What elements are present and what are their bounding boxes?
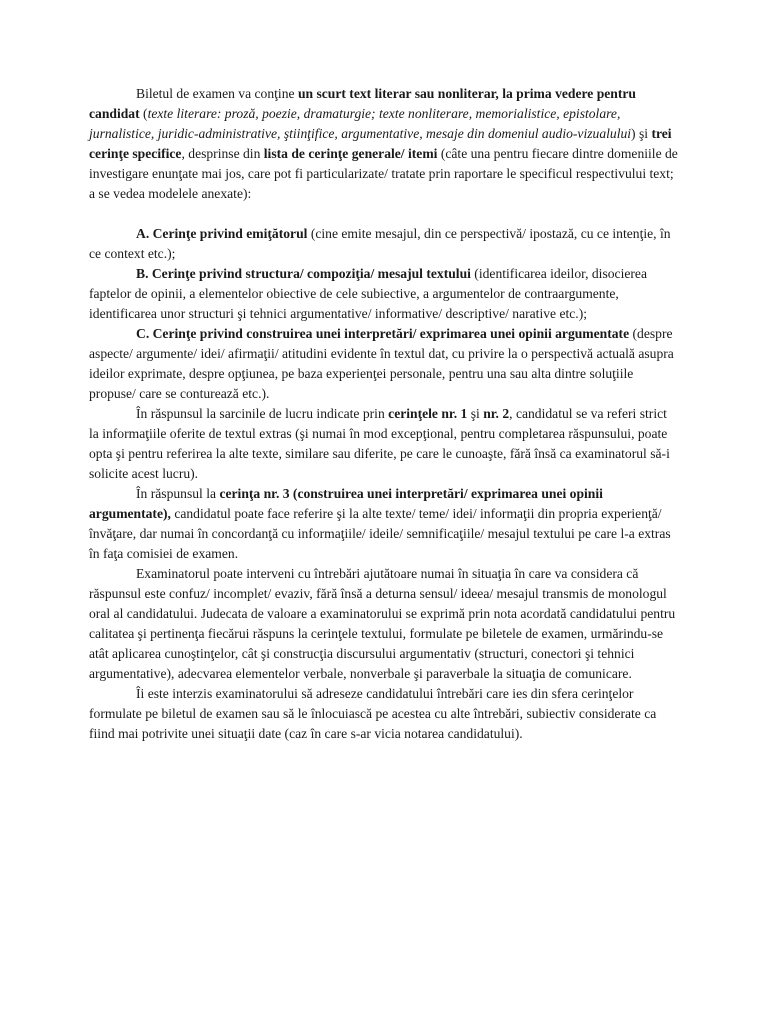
intro-text-5: (câte una pentru fiecare dintre domeniile de investigare enunţate mai jos, care pot fi particularizate/ tratate prin raportare le specificul respectivului text; a se vedea modelele anexate): — [89, 146, 678, 201]
document-body — [89, 84, 679, 744]
paragraph-spacer — [89, 204, 679, 224]
answer-3-text-1: În răspunsul la — [136, 486, 220, 501]
paragraph-intro — [89, 84, 679, 204]
requirement-c-heading: C. Cerinţe privind construirea unei interpretări/ exprimarea unei opinii argumentate — [136, 326, 630, 341]
requirement-b-heading: B. Cerinţe privind structura/ compoziţia/ mesajul textului — [136, 266, 471, 281]
answer-3-bold-req-3: cerinţa nr. 3 (construirea unei interpretări/ exprimarea unei opinii argumentate), — [89, 486, 603, 521]
paragraph-answer-req-1-2 — [89, 404, 679, 484]
intro-bold-requirements-list: lista de cerinţe generale/ itemi — [263, 146, 438, 161]
intro-text-2: ( — [139, 106, 148, 121]
examiner-prohibition-text: Îi este interzis examinatorului să adreseze candidatului întrebări care ies din sfera cerinţelor formulate pe biletul de examen sau să le înlocuiască pe acestea cu alte întrebări, subiectiv considerate ca fiind mai potrivite unei situaţii date (caz în care s-ar vicia notarea candidatului). — [89, 686, 657, 741]
paragraph-examiner-intervention — [89, 564, 679, 684]
requirement-b-text: (identificarea ideilor, disocierea faptelor de opinii, a elementelor obiective de cele subiective, a argumentelor de contraargumente, identificarea unor structuri şi tehnici argumentative/ informative/ descriptive/ narative etc.); — [89, 266, 647, 321]
intro-text-4: , desprinse din — [181, 146, 264, 161]
requirement-a-heading: A. Cerinţe privind emiţătorul — [136, 226, 308, 241]
requirement-a-text: (cine emite mesajul, din ce perspectivă/ ipostază, cu ce intenţie, în ce context etc.); — [89, 226, 671, 261]
paragraph-requirement-a — [89, 224, 679, 264]
intro-bold-text-type: un scurt text literar sau nonliterar, la prima vedere pentru candidat — [89, 86, 636, 121]
intro-text-3: ) şi — [631, 126, 652, 141]
answer-3-text-2: candidatul poate face referire şi la alte texte/ teme/ idei/ informaţii din propria experienţă/ învăţare, dar numai în concordanţă cu informaţiile/ ideile/ semnificaţiile/ mesajul textului pe care l-a extras în faţa comisiei de examen. — [89, 506, 671, 561]
answer-1-2-bold-req-1: cerinţele nr. 1 — [388, 406, 468, 421]
answer-1-2-text-3: , candidatul se va referi strict la informaţiile oferite de textul extras (şi numai în mod excepţional, pentru completarea răspunsului, poate opta şi pentru referirea la alte texte, similare sau diferite, pe care le cunoaşte, fără însă ca examinatorul să-i solicite acest lucru). — [89, 406, 670, 481]
paragraph-requirement-c — [89, 324, 679, 404]
intro-text-1: Biletul de examen va conţine — [136, 86, 298, 101]
paragraph-answer-req-3 — [89, 484, 679, 564]
answer-1-2-bold-req-2: nr. 2 — [483, 406, 510, 421]
paragraph-examiner-prohibition — [89, 684, 679, 744]
requirement-c-text: (despre aspecte/ argumente/ idei/ afirmaţii/ atitudini evidente în textul dat, cu privire la o perspectivă actuală asupra ideilor exprimate, despre opţiunea, pe baza experienţei personale, pentru una sau alta dintre soluţiile propuse/ care se conturează etc.). — [89, 326, 674, 401]
answer-1-2-text-1: În răspunsul la sarcinile de lucru indicate prin — [136, 406, 389, 421]
intro-bold-three-requirements: trei cerinţe specifice — [89, 126, 672, 161]
intro-italic-text-genres: texte literare: proză, poezie, dramaturgie; texte nonliterare, memorialistice, epistolare, jurnalistice, juridic-administrative, ştiinţifice, argumentative, mesaje din domeniul audio-vizualului — [89, 106, 632, 141]
examiner-intervention-text: Examinatorul poate interveni cu întrebări ajutătoare numai în situaţia în care va considera că răspunsul este confuz/ incomplet/ evaziv, fără însă a deturna sensul/ ideea/ mesajul transmis de monologul oral al candidatului. Judecata de valoare a examinatorului se exprimă prin nota acordată candidatului pentru calitatea şi pertinenţa fiecărui răspuns la cerinţele textului, formulate pe biletele de examen, urmărindu-se atât aplicarea cunoştinţelor, cât şi construcţia discursului argumentativ (structuri, conectori şi tehnici argumentative), adecvarea elementelor verbale, nonverbale şi paraverbale la situaţia de comunicare. — [89, 566, 676, 681]
paragraph-requirement-b — [89, 264, 679, 324]
answer-1-2-text-2: şi — [467, 406, 484, 421]
